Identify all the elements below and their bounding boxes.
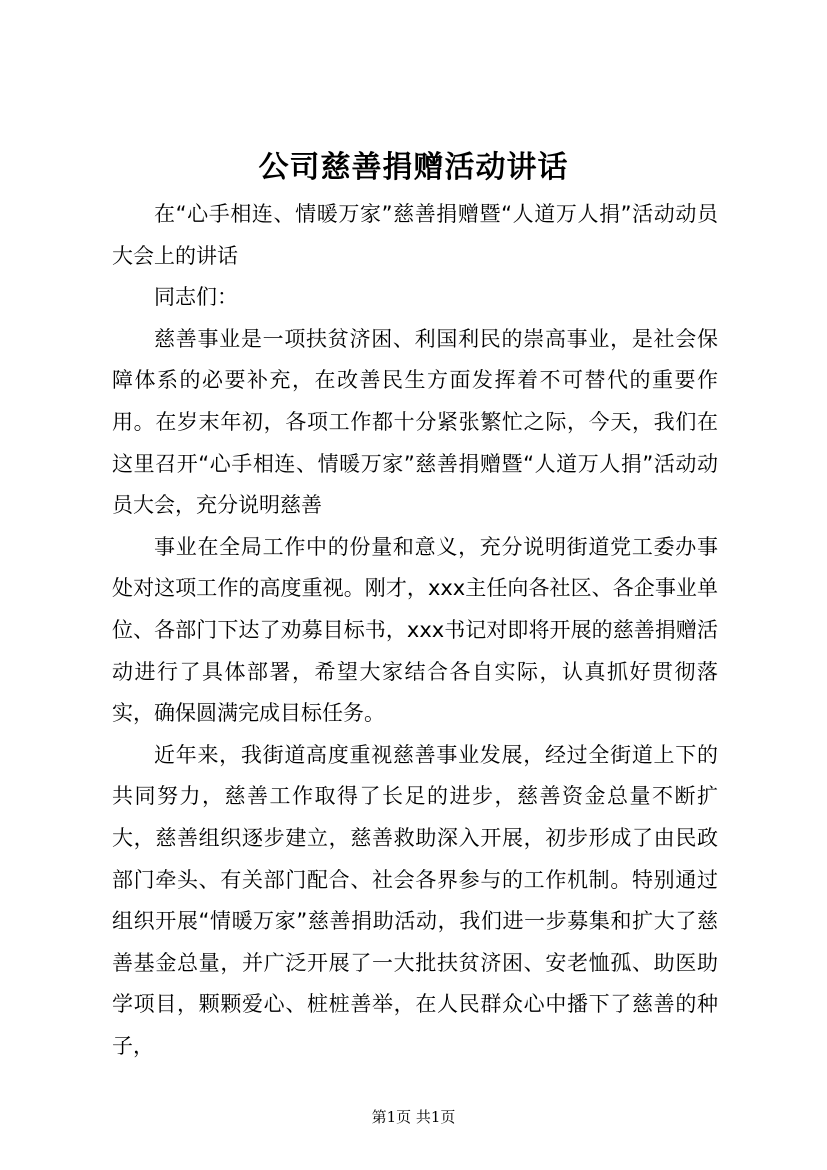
paragraph-intro: 慈善事业是一项扶贫济困、利国利民的崇高事业，是社会保障体系的必要补充，在改善民生方面发挥着不可替代的重要作用。在岁末年初，各项工作都十分紧张繁忙之际，今天，我们在这里召开“心手相连、情暖万家”慈善捐赠暨“人道万人捐”活动动员大会，充分说明慈善 [112, 326, 718, 518]
document-body [112, 194, 718, 1067]
document-title: 公司慈善捐赠活动讲话 [258, 150, 569, 185]
paragraph-significance: 事业在全局工作中的份量和意义，充分说明街道党工委办事处对这项工作的高度重视。刚才，xxx主任向各社区、各企事业单位、各部门下达了劝募目标书，xxx书记对即将开展的慈善捐赠活动进行了具体部署，希望大家结合各自实际，认真抓好贯彻落实，确保圆满完成目标任务。 [112, 534, 718, 726]
paragraph-achievements: 近年来，我街道高度重视慈善事业发展，经过全街道上下的共同努力，慈善工作取得了长足的进步，慈善资金总量不断扩大，慈善组织逐步建立，慈善救助深入开展，初步形成了由民政部门牵头、有关部门配合、社会各界参与的工作机制。特别通过组织开展“情暖万家”慈善捐助活动，我们进一步募集和扩大了慈善基金总量，并广泛开展了一大批扶贫济困、安老恤孤、助医助学项目，颗颗爱心、桩桩善举，在人民群众心中播下了慈善的种子， [112, 742, 718, 1058]
paragraph-heading: 在“心手相连、情暖万家”慈善捐赠暨“人道万人捐”活动动员大会上的讲话 [112, 202, 718, 268]
page-number-footer: 第1页 共1页 [371, 1108, 456, 1126]
paragraph-salutation: 同志们： [154, 285, 238, 310]
